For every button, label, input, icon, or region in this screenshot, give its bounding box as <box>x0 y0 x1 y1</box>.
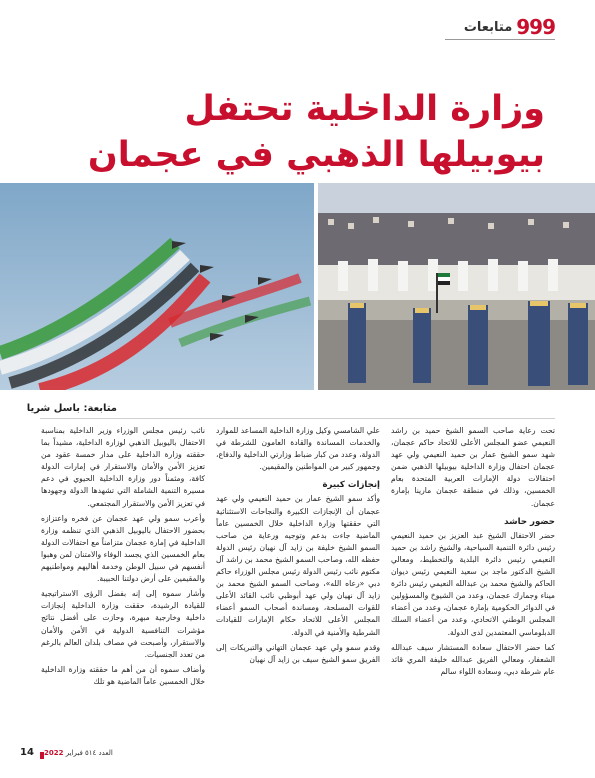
text-column-1 <box>391 425 555 739</box>
issue-info <box>44 749 113 757</box>
ceremony-photo <box>318 183 595 390</box>
paragraph: علي الشامسي وكيل وزارة الداخلية المساعد للموارد والخدمات المساندة والقادة العامون للشرطة في الدولة، وعدد من كبار ضباط وزارتي الداخلية والدفاع، وجمهور كبير من المواطنين والمقيمين. <box>216 426 380 472</box>
text-column-2 <box>216 425 380 669</box>
paragraph: كما حضر الاحتفال سعادة المستشار سيف عبدالله الشعفار، ومعالي الفريق عبدالله خليفة المري قائد عام شرطة دبي، وسعادة اللواء سالم <box>391 642 555 676</box>
issue-year: 2022 <box>44 749 64 757</box>
paragraph: وقدم سمو ولي عهد عجمان التهاني والتبريكات إلى الفريق سمو الشيخ سيف بن زايد آل نهيان <box>216 642 380 664</box>
page-number: 14 <box>20 747 34 758</box>
paragraph: وأشار سموه إلى إنه بفضل الرؤى الاستراتيجية للقيادة الرشيدة، حققت وزارة الداخلية إنجازات داخلية وخارجية مبهرة، وحازت على أفضل نتائج مؤشرات التنافسية الدولية في الأمن والأمان والاستقرار، وأصبحت في مصاف بلدان العالم بالرغم من تعدد الجنسيات. <box>41 589 205 659</box>
ceremony-parade-icon <box>318 183 595 390</box>
paragraph: وأعرب سمو ولي عهد عجمان عن فخره واعتزازه بحضور الاحتفال باليوبيل الذهبي الذي تنظمه وزارة الداخلية في إمارة عجمان متزامناً مع احتفالات الدولة بعام الخمسين الذي يجسد الوفاء والامتنان لمن وهبوا أنفسهم في سبيل الوطن وخدمة أهاليهم ومواطنيهم والمقيمين على أرض دولتنا الحبيبة. <box>41 513 205 584</box>
article-title-line-2: بيوبيلها الذهبي في عجمان <box>87 135 545 175</box>
section-header <box>464 16 555 38</box>
issue-label: العدد ٥١٤ فبراير <box>65 749 113 757</box>
air-show-photo <box>0 183 314 390</box>
text-column-3 <box>41 425 205 739</box>
paragraph: وأكد سمو الشيخ عمار بن حميد النعيمي ولي عهد عجمان أن الإنجازات الكبيرة والنجاحات الاستثنائية التي حققتها وزارة الداخلية خلال الخمسين عاماً الماضية جاءت بدعم وتوجيه ورعاية من صاحب السمو الشيخ خليفة بن زايد آل نهيان رئيس الدولة حفظه الله، وصاحب السمو الشيخ محمد بن راشد آل مكتوم نائب رئيس الدولة رئيس مجلس الوزراء حاكم دبي «رعاه الله»، وصاحب السمو الشيخ محمد بن زايد آل نهيان ولي عهد أبوظبي نائب القائد الأعلى للقوات المسلحة، ومساندة أصحاب السمو أعضاء المجلس الأعلى للاتحاد حكام الإمارات للقيادات الشرطية والأمنية في الدولة. <box>216 494 380 637</box>
article-title-line-1: وزارة الداخلية تحتفل <box>184 89 545 129</box>
subheading: حضور حاشد <box>504 516 555 527</box>
paragraph: حضر الاحتفال الشيخ عبد العزيز بن حميد النعيمي رئيس دائرة التنمية السياحية، والشيخ راشد بن حميد النعيمي رئيس دائرة البلدية والتخطيط، ومعالي الشيخ الدكتور ماجد بن سعيد النعيمي رئيس ديوان الحاكم والشيخ محمد بن عبدالله النعيمي رئيس دائرة ميناء وجمارك عجمان، وعدد من الشيوخ والمسؤولين في الدوائر الحكومية بإمارة عجمان، وعدد من أعضاء المجلس الوطني الاتحادي، وعدد من أعضاء السلك الدبلوماسي المعتمدين لدى الدولة. <box>391 530 555 637</box>
subheading: إنجازات كبيرة <box>322 480 380 491</box>
article-byline: متابعة: باسل شريا <box>26 403 117 414</box>
header-divider <box>445 39 555 40</box>
air-show-smoke-icon <box>0 183 314 390</box>
magazine-logo: 999 <box>516 15 555 39</box>
paragraph: تحت رعاية صاحب السمو الشيخ حميد بن راشد النعيمي عضو المجلس الأعلى للاتحاد حاكم عجمان، شهد سمو الشيخ عمار بن حميد النعيمي ولي عهد عجمان احتفال وزارة الداخلية بيوبيلها الذهبي ضمن احتفالات دولة الإمارات العربية المتحدة بعام الخمسين، وذلك في منطقة عجمان مارينا بإمارة عجمان. <box>391 426 555 508</box>
byline-divider <box>40 418 555 419</box>
paragraph: نائب رئيس مجلس الوزراء وزير الداخلية بمناسبة الاحتفال باليوبيل الذهبي لوزارة الداخلية، مشيداً بما حققته وزارة الداخلية على مدار خمسة عقود من تعزيز الأمن والأمان والاستقرار في إمارات الدولة كافة، ومثمناً دور وزارة الداخلية الحيوي في دعم مسيرة التنمية الشاملة التي تشهدها الدولة وجهودها في تعزيز الأمن والاستقرار المجتمعي. <box>41 426 205 508</box>
paragraph: وأضاف سموه أن من أهم ما حققته وزارة الداخلية خلال الخمسين عاماً الماضية هو تلك <box>41 664 205 686</box>
page-footer <box>0 747 595 763</box>
section-label: متابعات <box>463 19 513 35</box>
